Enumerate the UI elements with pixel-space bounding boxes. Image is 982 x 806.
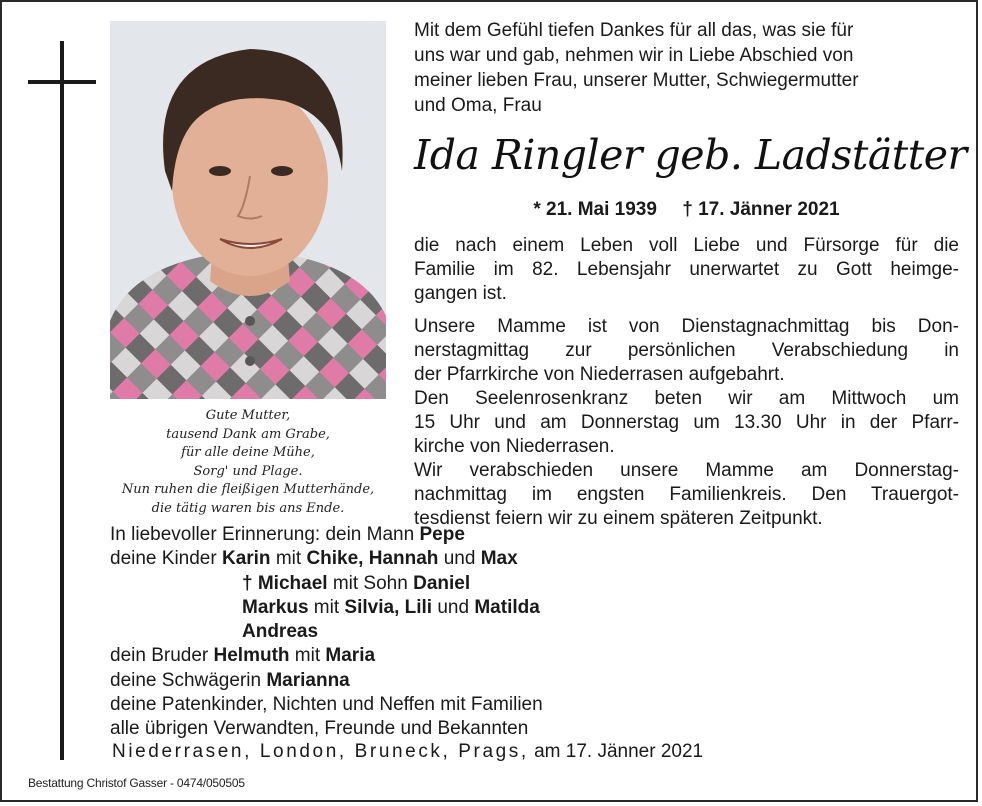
family-line: deine Patenkinder, Nichten und Neffen mit Familien xyxy=(110,694,543,716)
intro-line: meiner lieben Frau, unserer Mutter, Schwiegermutter xyxy=(414,70,859,91)
paragraph-line: kirche von Niederrasen. xyxy=(414,436,615,457)
family-member: Marianna xyxy=(266,669,350,691)
cross-icon-bar xyxy=(28,80,96,84)
intro-line: Mit dem Gefühl tiefen Dankes für all das, was sie für xyxy=(414,20,854,41)
family-member: Maria xyxy=(325,645,376,667)
intro-text xyxy=(414,18,959,118)
paragraph-arrangements xyxy=(414,315,959,531)
family-member: Helmuth xyxy=(213,645,290,667)
deceased-name: Ida Ringler geb. Ladstätter xyxy=(414,131,967,179)
paragraph-line: nachmittag im engsten Familienkreis. Den Trauergot- xyxy=(414,484,959,505)
family-line: deine Kinder Karin mit Chike, Hannah und Max xyxy=(110,548,518,570)
family-member: Silvia, Lili xyxy=(344,596,433,618)
place-and-date xyxy=(112,741,872,763)
birth-date: * 21. Mai 1939 xyxy=(533,199,657,220)
family-line: dein Bruder Helmuth mit Maria xyxy=(110,645,376,667)
poem-line: Gute Mutter, xyxy=(205,408,291,423)
paragraph-passing xyxy=(414,234,959,306)
paragraph-line: gangen ist. xyxy=(414,283,507,304)
family-member: Andreas xyxy=(242,621,319,643)
poem-line: Nun ruhen die fleißigen Mutterhände, xyxy=(121,482,375,497)
intro-line: und Oma, Frau xyxy=(414,95,542,116)
family-member: Pepe xyxy=(419,524,465,545)
family-line: Markus mit Silvia, Lili und Matilda xyxy=(242,596,540,618)
paragraph-line: 15 Uhr und am Donnerstag um 13.30 Uhr in der Pfarr- xyxy=(414,412,959,433)
paragraph-line: Den Seelenrosenkranz beten wir am Mittwoch um xyxy=(414,388,959,409)
memorial-poem xyxy=(110,407,386,518)
family-member: † Michael xyxy=(242,572,328,594)
paragraph-line: die nach einem Leben voll Liebe und Fürsorge für die xyxy=(414,235,959,256)
cross-icon xyxy=(60,41,64,760)
family-line: alle übrigen Verwandten, Freunde und Bekannten xyxy=(110,718,529,740)
family-list xyxy=(110,523,710,742)
place-date: am 17. Jänner 2021 xyxy=(528,741,704,762)
family-member: Karin xyxy=(221,548,271,570)
portrait-photo xyxy=(110,21,386,399)
paragraph-line: nerstagmittag zur persönlichen Verabschiedung in xyxy=(414,340,959,361)
poem-line: die tätig waren bis ans Ende. xyxy=(151,500,345,516)
poem-line: für alle deine Mühe, xyxy=(181,445,315,460)
paragraph-line: der Pfarrkirche von Niederrasen aufgebahrt. xyxy=(414,364,785,385)
death-date: † 17. Jänner 2021 xyxy=(682,199,840,220)
paragraph-line: Wir verabschieden unsere Mamme am Donnerstag- xyxy=(414,460,959,481)
family-member: Chike, Hannah xyxy=(306,548,439,570)
family-line: In liebevoller Erinnerung: dein Mann Pepe xyxy=(110,524,465,545)
place-towns: Niederrasen, London, Bruneck, Prags, xyxy=(112,741,529,762)
family-member: Max xyxy=(480,548,518,570)
family-line: † Michael mit Sohn Daniel xyxy=(242,572,471,594)
life-dates xyxy=(414,199,959,221)
family-member: Markus xyxy=(242,596,309,618)
family-member: Daniel xyxy=(413,572,471,594)
family-member: Matilda xyxy=(474,596,540,618)
poem-line: tausend Dank am Grabe, xyxy=(166,426,330,442)
intro-line: uns war und gab, nehmen wir in Liebe Abschied von xyxy=(414,45,854,66)
paragraph-line: Unsere Mamme ist von Dienstagnachmittag bis Don- xyxy=(414,316,959,337)
family-line xyxy=(110,620,710,644)
paragraph-line: Familie im 82. Lebensjahr unerwartet zu Gott heimge- xyxy=(414,259,959,280)
paragraph-line: tesdienst feiern wir zu einem späteren Zeitpunkt. xyxy=(414,508,823,529)
funeral-home-credit: Bestattung Christof Gasser - 0474/050505 xyxy=(28,776,245,790)
poem-line: Sorg' und Plage. xyxy=(193,463,303,479)
family-line: deine Schwägerin Marianna xyxy=(110,669,350,691)
